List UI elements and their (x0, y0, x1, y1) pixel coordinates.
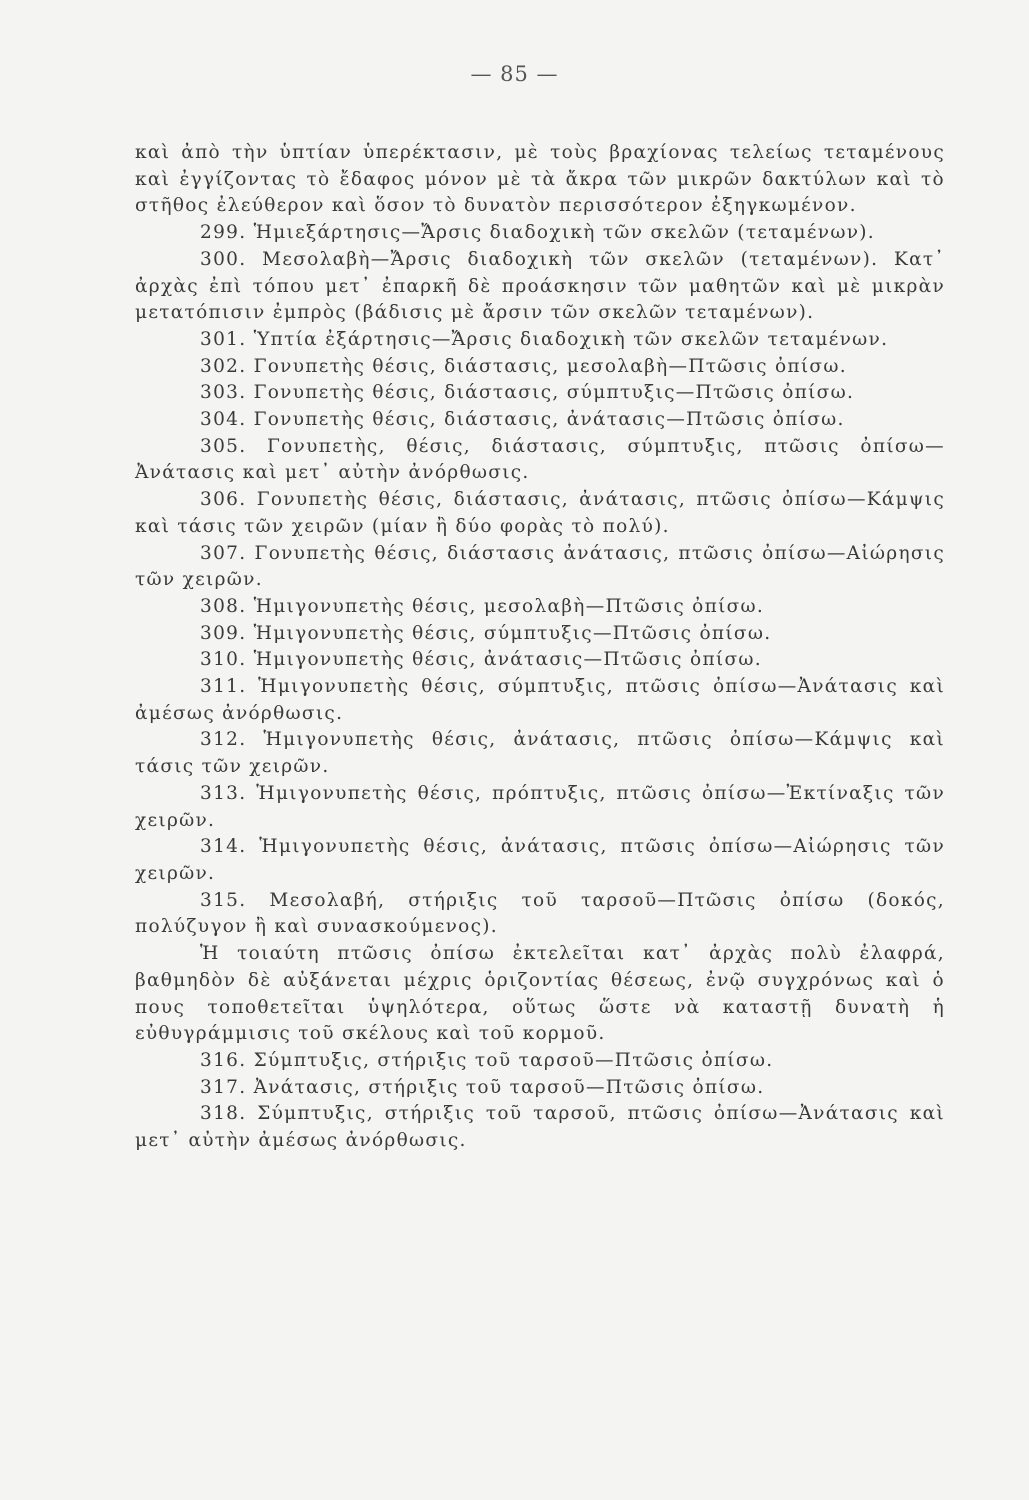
paragraph: 301. Ὑπτία ἐξάρτησις—Ἄρσις διαδοχικὴ τῶν σκελῶν τεταμένων. (200, 328, 889, 350)
paragraph: 300. Μεσολαβὴ—Ἄρσις διαδοχικὴ τῶν σκελῶν (τεταμένων). Κατ᾽ ἀρχὰς ἐπὶ τόπου μετ᾽ ἐπαρκῆ δὲ προάσκησιν τῶν μαθητῶν καὶ μὲ μικρὰν μετατόπισιν ἐμπρὸς (βάδισις μὲ ἄρσιν τῶν σκελῶν τεταμένων). (135, 248, 945, 324)
paragraph: 310. Ἡμιγονυπετὴς θέσις, ἀνάτασις—Πτῶσις ὀπίσω. (200, 649, 762, 671)
paragraph: 308. Ἡμιγονυπετὴς θέσις, μεσολαβὴ—Πτῶσις ὀπίσω. (200, 595, 765, 617)
paragraph: 316. Σύμπτυξις, στήριξις τοῦ ταρσοῦ—Πτῶσις ὀπίσω. (200, 1049, 774, 1071)
paragraph: 315. Μεσολαβή, στήριξις τοῦ ταρσοῦ—Πτῶσις ὀπίσω (δοκός, πολύζυγον ἢ καὶ συνασκούμενος). (135, 889, 945, 938)
page-number: — 85 — (470, 62, 559, 86)
paragraph: 305. Γονυπετὴς, θέσις, διάστασις, σύμπτυξις, πτῶσις ὀπίσω—Ἀνάτασις καὶ μετ᾽ αὐτὴν ἀνόρθωσις. (135, 435, 945, 484)
paragraph: 299. Ἡμιεξάρτησις—Ἄρσις διαδοχικὴ τῶν σκελῶν (τεταμένων). (200, 222, 875, 244)
paragraph: 309. Ἡμιγονυπετὴς θέσις, σύμπτυξις—Πτῶσις ὀπίσω. (200, 622, 772, 644)
paragraph: 318. Σύμπτυξις, στήριξις τοῦ ταρσοῦ, πτῶσις ὀπίσω—Ἀνάτασις καὶ μετ᾽ αὐτὴν ἀμέσως ἀνόρθωσις. (135, 1103, 945, 1152)
paragraph: 304. Γονυπετὴς θέσις, διάστασις, ἀνάτασις—Πτῶσις ὀπίσω. (200, 409, 845, 431)
paragraph: 312. Ἡμιγονυπετὴς θέσις, ἀνάτασις, πτῶσις ὀπίσω—Κάμψις καὶ τάσις τῶν χειρῶν. (135, 729, 945, 778)
paragraph: 307. Γονυπετὴς θέσις, διάστασις ἀνάτασις, πτῶσις ὀπίσω—Αἰώρησις τῶν χειρῶν. (135, 542, 945, 591)
paragraph: 303. Γονυπετὴς θέσις, διάστασις, σύμπτυξις—Πτῶσις ὀπίσω. (200, 382, 855, 404)
body-text (135, 140, 945, 1155)
paragraph: 314. Ἡμιγονυπετὴς θέσις, ἀνάτασις, πτῶσις ὀπίσω—Αἰώρησις τῶν χειρῶν. (135, 836, 945, 884)
paragraph: 306. Γονυπετὴς θέσις, διάστασις, ἀνάτασις, πτῶσις ὀπίσω—Κάμψις καὶ τάσις τῶν χειρῶν (μίαν ἢ δύο φορὰς τὸ πολύ). (135, 489, 945, 537)
paragraph: Ἡ τοιαύτη πτῶσις ὀπίσω ἐκτελεῖται κατ᾽ ἀρχὰς πολὺ ἐλαφρά, βαθμηδὸν δὲ αὐξάνεται μέχρις ὁριζοντίας θέσεως, ἐνῷ συγχρόνως καὶ ὁ πους τοποθετεῖται ὑψηλότερα, οὕτως ὥστε νὰ καταστῇ δυνατὴ ἡ εὐθυγράμμισις τοῦ σκέλους καὶ τοῦ κορμοῦ. (135, 943, 945, 1045)
paragraph: 311. Ἡμιγονυπετὴς θέσις, σύμπτυξις, πτῶσις ὀπίσω—Ἀνάτασις καὶ ἀμέσως ἀνόρθωσις. (135, 676, 945, 724)
paragraph: καὶ ἀπὸ τὴν ὑπτίαν ὑπερέκτασιν, μὲ τοὺς βραχίονας τελείως τεταμένους καὶ ἐγγίζοντας τὸ ἔδαφος μόνον μὲ τὰ ἄκρα τῶν μικρῶν δακτύλων καὶ τὸ στῆθος ἐλεύθερον καὶ ὅσον τὸ δυνατὸν περισσότερον ἐξηγκωμένον. (135, 142, 945, 217)
paragraph: 317. Ἀνάτασις, στήριξις τοῦ ταρσοῦ—Πτῶσις ὀπίσω. (200, 1076, 765, 1098)
paragraph: 302. Γονυπετὴς θέσις, διάστασις, μεσολαβὴ—Πτῶσις ὀπίσω. (200, 355, 847, 377)
paragraph: 313. Ἡμιγονυπετὴς θέσις, πρόπτυξις, πτῶσις ὀπίσω—Ἐκτίναξις τῶν χειρῶν. (135, 782, 945, 831)
